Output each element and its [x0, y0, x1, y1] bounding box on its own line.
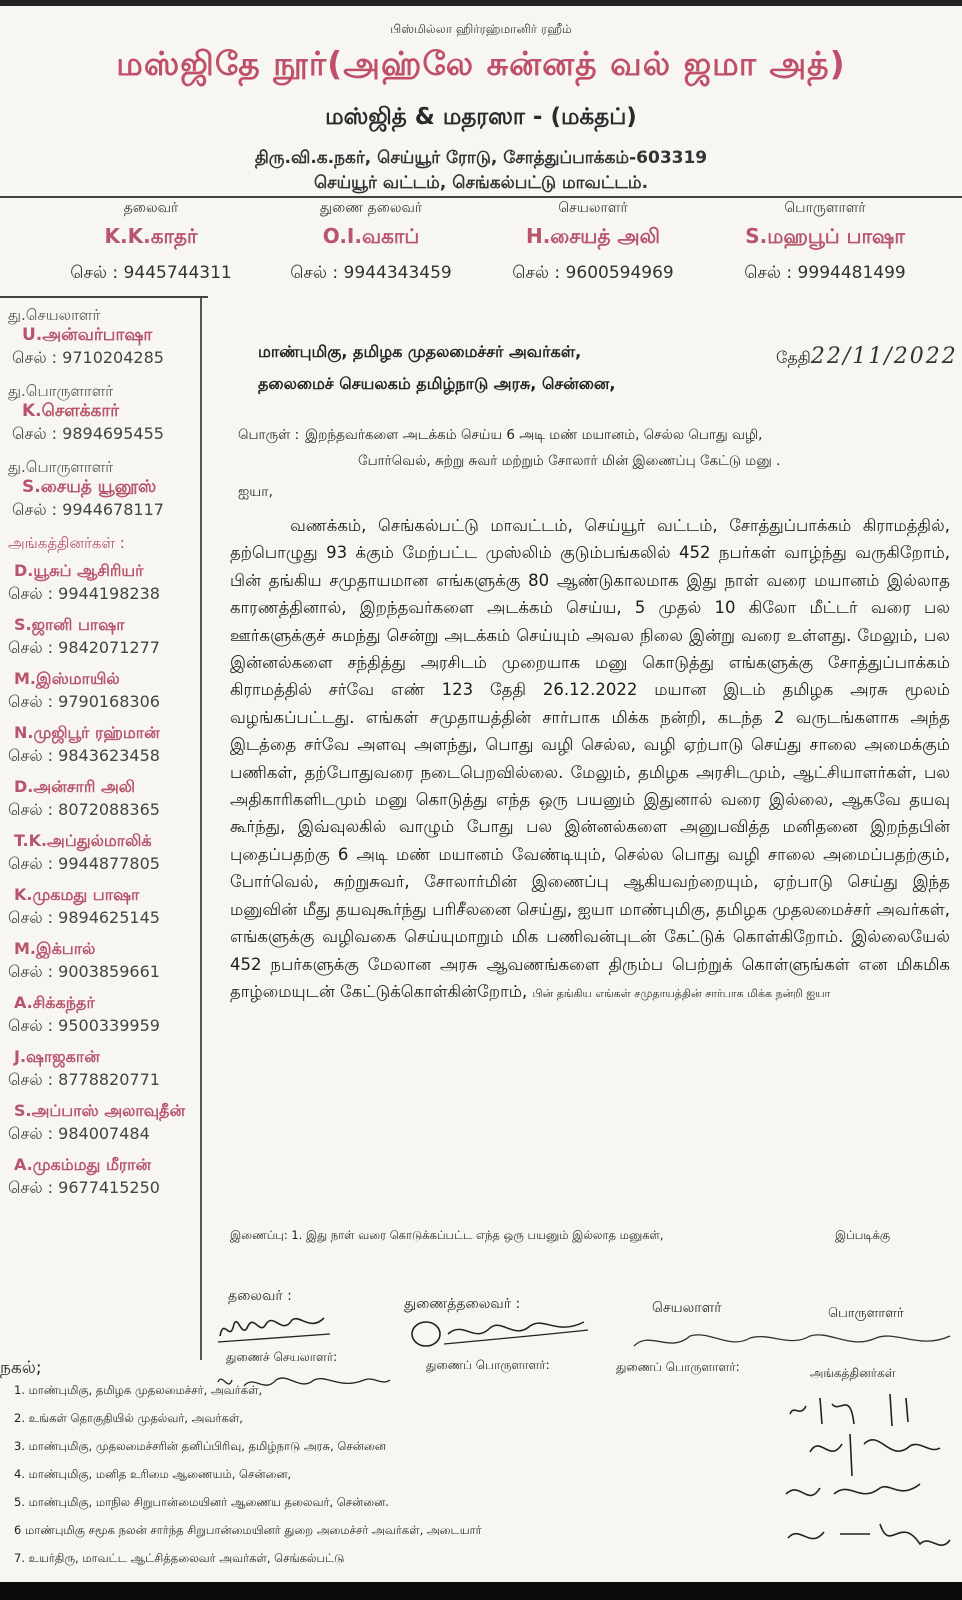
group-name: K.சௌக்கார் [22, 401, 120, 421]
members-signature-label: அங்கத்தினர்கள் [810, 1366, 896, 1380]
sidebar-group [8, 458, 204, 522]
address-line-1: திரு.வி.க.நகர், செய்யூர் ரோடு, சோத்துப்பாக்கம்-603319 [254, 148, 708, 168]
sidebar-top-divider [0, 296, 208, 298]
sidebar [8, 306, 204, 1208]
member-name: A.சிக்கந்தர் [14, 993, 95, 1012]
member-phone: செல் : 9790168306 [8, 692, 160, 711]
member-name: J.ஷாஜகான் [14, 1047, 100, 1066]
officer-phone: செல் : 9994481499 [744, 263, 906, 283]
member-name: N.முஜிபூர் ரஹ்மான் [14, 723, 160, 742]
top-border [0, 0, 962, 6]
address-line-2: செய்யூர் வட்டம், செங்கல்பட்டு மாவட்டம். [313, 173, 649, 193]
copy-to-item: 5. மாண்புமிகு, மாநில சிறுபான்மையினர் ஆணைய தலைவர், சென்னை. [14, 1495, 389, 1509]
member-name: S.ஜானி பாஷா [14, 615, 125, 634]
member-phone: செல் : 8072088365 [8, 800, 160, 819]
bismillah: பிஸ்மில்லா ஹிர்ரஹ்மானிர் ரஹீம் [390, 22, 572, 36]
president-signature-label: தலைவர் : [228, 1288, 292, 1304]
officer-name: K.K.காதர் [104, 224, 198, 248]
member-phone: செல் : 9894625145 [8, 908, 160, 927]
date-value: 22/11/2022 [810, 344, 958, 369]
enclosure-text: இணைப்பு: 1. இது நாள் வரை கொடுக்கப்பட்ட எந்த ஒரு பயனும் இல்லாத மனுகள், [230, 1228, 664, 1242]
vice-president-signature-label: துணைத்தலைவர் : [404, 1296, 521, 1312]
letter-body [230, 512, 950, 1007]
group-name: U.அன்வர்பாஷா [22, 325, 153, 345]
recipient-line-1: மாண்புமிகு, தமிழக முதலமைச்சர் அவர்கள், [258, 342, 582, 361]
officer-president [36, 200, 266, 285]
member-phone: செல் : 9677415250 [8, 1178, 160, 1197]
member-name: T.K.அப்துல்மாலிக் [14, 831, 152, 850]
body-paragraph: வணக்கம், செங்கல்பட்டு மாவட்டம், செய்யூர் வட்டம், சோத்துப்பாக்கம் கிராமத்தில், தற்பொழுது 93 க்கும் மேற்பட்ட முஸ்லிம் குடும்பங்கலில் 452 நபர்கள் வாழ்ந்து வருகிறோம், பின் தங்கிய சமுதாயமான எங்களுக்கு 80 ஆண்டுகாலமாக இது நாள் வரை மயானம் இல்லாத காரணத்தினால், இறந்தவர்களை அடக்கம் செய்ய, 5 முதல் 10 கிலோ மீட்டர் வரை பல ஊர்களுக்குச் சுமந்து சென்று அடக்கம் செய்யும் அவல நிலை இன்று வரை உள்ளது. மேலும், பல இன்னல்களை சந்தித்து அரசிடம் முறையாக மனு கொடுத்து எங்களுக்கு சோத்துப்பாக்கம் கிராமத்தில் சர்வே எண் 123 தேதி 26.12.2022 மயான இடம் தமிழக அரசு மூலம் வழங்கப்பட்டது. எங்கள் சமுதாயத்தின் சார்பாக மிக்க நன்றி, கடந்த 2 வருடங்களாக அந்த இடத்தை சர்வே அளவு அளந்து, பொது வழி செல்ல, வழி ஏற்பாடு செய்து சாலை அமைக்கும் பணிகள், தற்போதுவரை நடைபெறவில்லை. மேலும், தமிழக அரசிடமும், ஆட்சியாளர்கள், பல அதிகாரிகளிடமும் மனு கொடுத்து எந்த ஒரு பயனும் இதுனால் வரை இல்லை, ஆகவே தயவு கூர்ந்து, இவ்வுலகில் வாழும் போது பல இன்னல்களை அனுபவித்த மனிதனை இறந்தபின் புதைப்பதற்கு 6 அடி மண் மயானம் வேண்டியும், செல்ல பொது வழி சாலை அமைப்பதற்கும், போர்வெல், சுற்றுசுவர், சோலார்மின் இணைப்பு ஆகியவற்றையும், ஏற்பாடு செய்து இந்த மனுவின் மீது தயவுகூர்ந்து பரிசீலனை செய்து, ஐயா மாண்புமிகு, தமிழக முதலமைச்சர் அவர்கள், எங்களுக்கு வழிவகை செய்யுமாறும் மிக பணிவன்புடன் கேட்டுக் கொள்கிறோம். இல்லையேல் 452 நபர்களுக்கு மேலான அரசு ஆவணங்களை திரும்ப பெற்றுக் கொள்ளுங்கள் என மிகமிக தாழ்மையுடன் கேட்டுக்கொள்கின்றோம், [230, 516, 950, 1001]
group-name: S.சையத் யூனூஸ் [22, 477, 157, 497]
group-phone: செல் : 9894695455 [12, 424, 164, 443]
copy-to-list [14, 1376, 714, 1572]
member-name: M.இக்பால் [14, 939, 96, 958]
organization-title: மஸ்ஜிதே நூர்(அஹ்லே சுன்னத் வல் ஜமா அத்) [116, 44, 846, 83]
member-phone: செல் : 9842071277 [8, 638, 160, 657]
organization-subtitle: மஸ்ஜித் & மதரஸா - (மக்தப்) [325, 104, 637, 130]
members-signatures [780, 1384, 956, 1580]
yours-faithfully: இப்படிக்கு [835, 1228, 890, 1242]
subject-line-1: இறந்தவர்களை அடக்கம் செய்ய 6 அடி மண் மயானம், செல்ல பொது வழி, [305, 427, 763, 443]
officer-vice-president [256, 200, 486, 285]
member-name: M.இஸ்மாயில் [14, 669, 120, 688]
joint-treasurer-label-2: துணைப் பொருளாளர்: [616, 1360, 740, 1374]
member-name: D.அன்சாரி அலி [14, 777, 136, 796]
officer-name: S.மஹபூப் பாஷா [745, 224, 905, 248]
group-label: து.செயலாளர் [8, 306, 101, 324]
copy-to-item: 3. மாண்புமிகு, முதலமைச்சரின் தனிப்பிரிவு, தமிழ்நாடு அரசு, சென்னை [14, 1439, 386, 1453]
copy-to-item: 4. மாண்புமிகு, மனித உரிமை ஆணையம், சென்னை, [14, 1467, 292, 1481]
officer-role: செயலாளர் [558, 200, 628, 216]
header-divider [0, 196, 962, 198]
sidebar-group [8, 306, 204, 370]
officer-name: H.சையத் அலி [525, 224, 661, 248]
member-phone: செல் : 9500339959 [8, 1016, 160, 1035]
vice-president-signature [404, 1310, 594, 1354]
copy-to-item: 1. மாண்புமிகு, தமிழக முதலமைச்சர், அவர்கள், [14, 1383, 263, 1397]
officer-name: O.I.வகாப் [322, 224, 420, 248]
copy-to-label: நகல்; [0, 1358, 42, 1378]
letter-date [776, 344, 958, 369]
member-phone: செல் : 9003859661 [8, 962, 160, 981]
joint-secretary-label: துணைச் செயலாளர்: [226, 1350, 338, 1364]
salutation: ஐயா, [238, 484, 274, 500]
enclosure [230, 1228, 950, 1244]
member-phone: செல் : 9944198238 [8, 584, 160, 603]
officer-treasurer [710, 200, 940, 285]
joint-treasurer-label-1: துணைப் பொருளாளர்: [426, 1358, 550, 1372]
group-label: து.பொருளாளர் [8, 458, 114, 476]
subject-line-2: போர்வெல், சுற்று சுவர் மற்றும் சோலார் மின் இணைப்பு கேட்டு மனு . [358, 453, 781, 469]
member-name: S.அப்பாஸ் அலாவுதீன் [14, 1101, 185, 1120]
officer-phone: செல் : 9600594969 [512, 263, 674, 283]
member-name: D.யூசுப் ஆசிரியர் [14, 561, 144, 580]
subject-label: பொருள் : [238, 427, 300, 443]
officer-role: தலைவர் [123, 200, 179, 216]
secretary-signature-label: செயலாளர் [652, 1300, 722, 1316]
copy-to-item: 7. உயர்திரு, மாவட்ட ஆட்சித்தலைவர் அவர்கள், செங்கல்பட்டு [14, 1551, 345, 1565]
member-phone: செல் : 9843623458 [8, 746, 160, 765]
president-signature [214, 1306, 344, 1348]
recipient-line-2: தலைமைச் செயலகம் தமிழ்நாடு அரசு, சென்னை, [258, 374, 616, 393]
officer-role: துணை தலைவர் [319, 200, 423, 216]
date-label: தேதி [776, 348, 811, 367]
members-label: அங்கத்தினர்கள் : [8, 534, 125, 552]
member-name: A.முகம்மது மீரான் [14, 1155, 152, 1174]
group-phone: செல் : 9944678117 [12, 500, 164, 519]
sidebar-group [8, 382, 204, 446]
treasurer-signature-label: பொருளாளர் [828, 1306, 904, 1321]
officer-phone: செல் : 9445744311 [70, 263, 232, 283]
recipient-address [258, 336, 758, 400]
group-phone: செல் : 9710204285 [12, 348, 164, 367]
copy-to-item: 2. உங்கள் தொகுதியில் முதல்வர், அவர்கள், [14, 1411, 243, 1425]
secretary-treasurer-signatures [630, 1326, 956, 1356]
member-name: K.முகமது பாஷா [14, 885, 140, 904]
letter-subject [238, 422, 950, 474]
officer-phone: செல் : 9944343459 [290, 263, 452, 283]
group-label: து.பொருளாளர் [8, 382, 114, 400]
copy-to-item: 6 மாண்புமிகு சமூக நலன் சார்ந்த சிறுபான்மையினர் துறை அமைச்சர் அவர்கள், அடையார் [14, 1523, 482, 1537]
officer-secretary [478, 200, 708, 285]
member-phone: செல் : 8778820771 [8, 1070, 160, 1089]
member-phone: செல் : 9944877805 [8, 854, 160, 873]
member-phone: செல் : 984007484 [8, 1124, 150, 1143]
body-tail: பின் தங்கிய எங்கள் சமுதாயத்தின் சார்பாக மிக்க நன்றி ஐயா [532, 986, 831, 1000]
officer-role: பொருளாளர் [784, 200, 866, 216]
